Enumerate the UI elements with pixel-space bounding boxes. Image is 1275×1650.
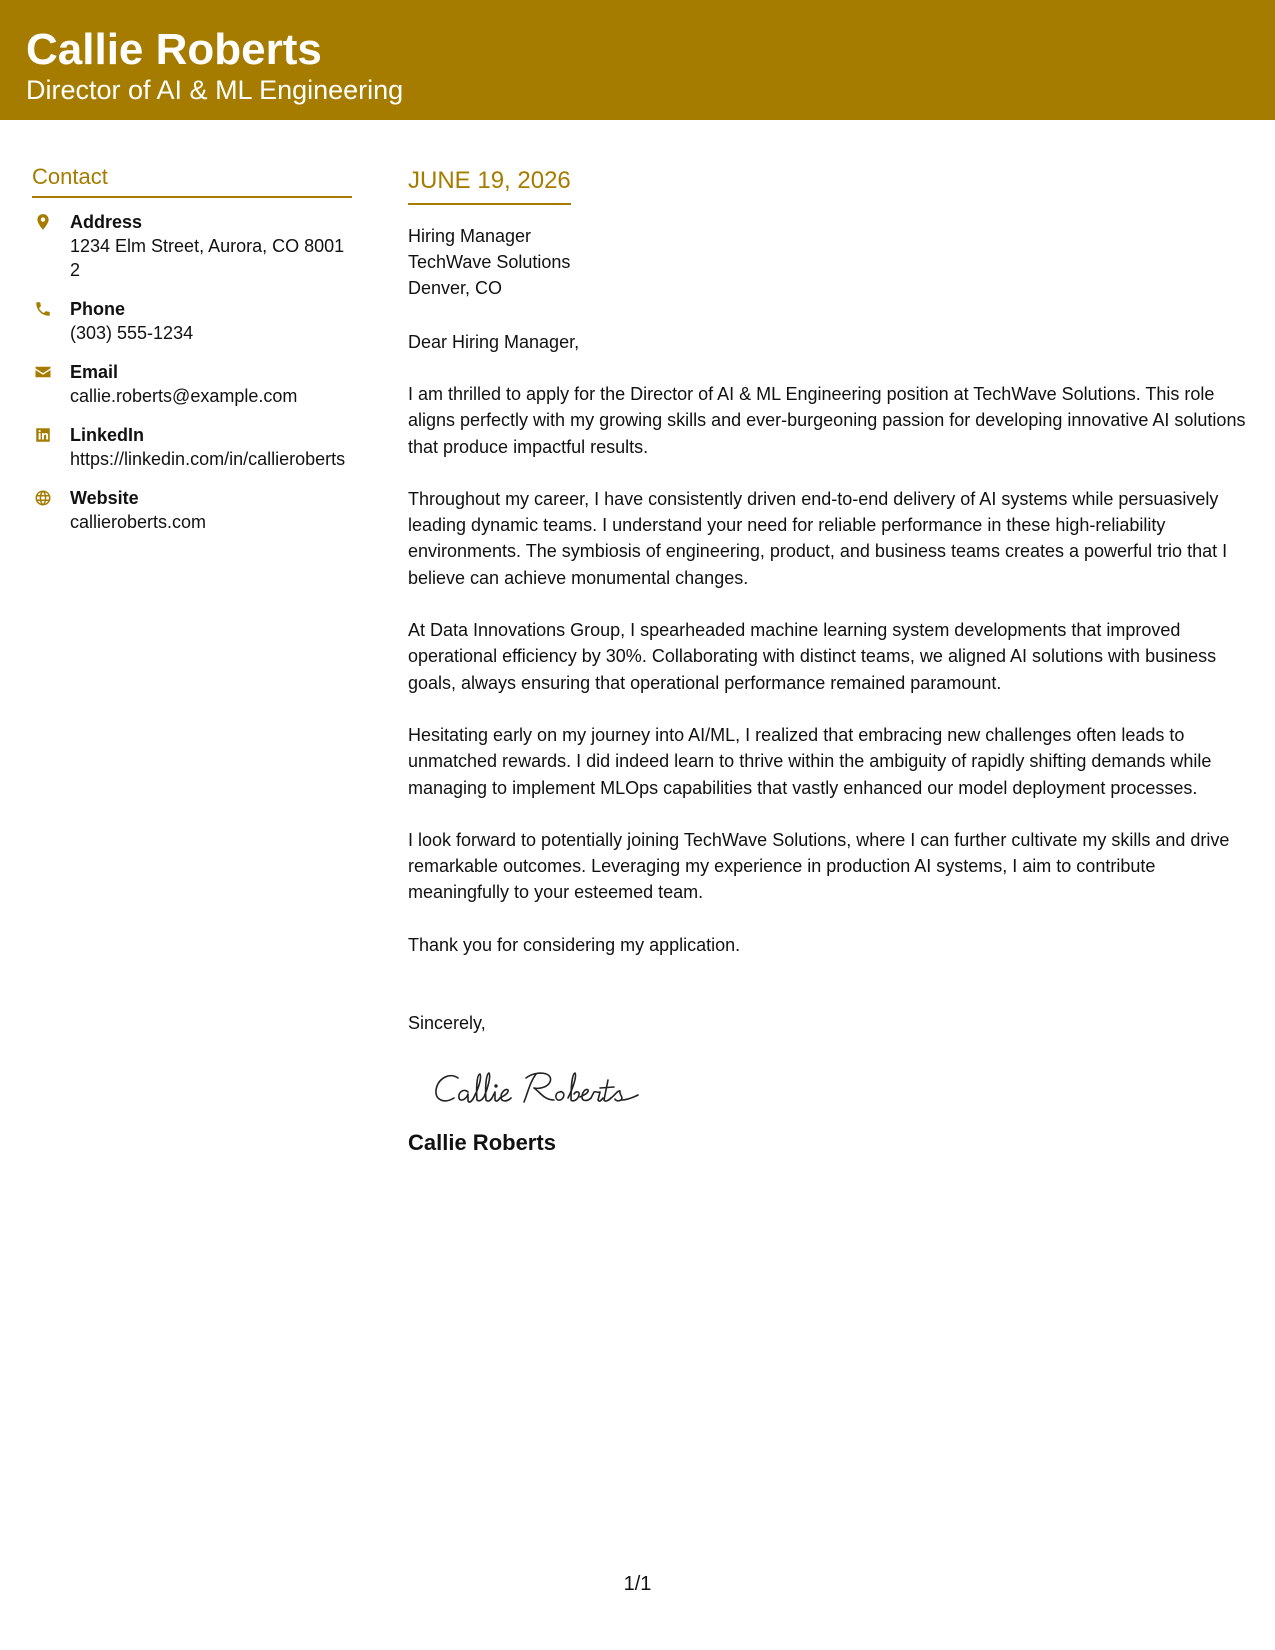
contact-item-email [32,360,352,408]
contact-label: Phone [70,299,126,319]
envelope-icon [32,361,54,383]
globe-icon [32,487,54,509]
salutation: Dear Hiring Manager, [408,332,580,352]
linkedin-icon [32,424,54,446]
contact-label: LinkedIn [70,425,145,445]
contact-value: (303) 555-1234 [70,323,194,343]
handwritten-signature [432,1064,662,1112]
letter-paragraph: Thank you for considering my application. [408,934,741,955]
recipient-line: Denver, CO [408,278,503,298]
contact-value: callieroberts.com [70,512,207,532]
contact-heading: Contact [32,160,352,198]
signer-name: Callie Roberts [408,1130,556,1156]
letter-paragraph: Hesitating early on my journey into AI/ML, I realized that embracing new challenges often leads to unmatched rewards. I did indeed learn to thrive within the ambiguity of rapidly shifting demands while managing to implement MLOps capabilities that vastly enhanced our model deployment processes. [408,724,1212,798]
map-pin-icon [32,211,54,233]
contact-label: Email [70,362,119,382]
contact-item-linkedin [32,423,352,471]
phone-icon [32,298,54,320]
contact-list [32,210,352,534]
letter-body [408,163,1248,1158]
contact-value: callie.roberts@example.com [70,386,298,406]
letter-paragraph: I look forward to potentially joining TechWave Solutions, where I can further cultivate my skills and drive remarkable outcomes. Leveraging my experience in production AI systems, I aim to contribute meaningfully to your esteemed team. [408,829,1230,903]
contact-sidebar [32,160,352,549]
recipient-line: Hiring Manager [408,226,532,246]
contact-label: Address [70,212,143,232]
contact-label: Website [70,488,139,508]
recipient-block [408,223,1248,301]
letter-paragraph: Throughout my career, I have consistently driven end-to-end delivery of AI systems while persuasively leading dynamic teams. I understand your need for reliable performance in these high-reliability environments. The symbiosis of engineering, product, and business teams creates a powerful trio that I believe can achieve monumental changes. [408,488,1228,588]
letter-paragraph: At Data Innovations Group, I spearheaded machine learning system developments that improved operational efficiency by 30%. Collaborating with distinct teams, we aligned AI solutions with business goals, always ensuring that operational performance remained paramount. [408,620,1217,693]
page-number: 1/1 [623,1573,652,1595]
contact-value: https://linkedin.com/in/callieroberts [70,449,346,469]
letter-date: JUNE 19, 2026 [408,163,571,205]
applicant-title: Director of AI & ML Engineering [26,75,404,105]
contact-value: 1234 Elm Street, Aurora, CO 80012 [70,236,345,280]
applicant-name: Callie Roberts [26,25,322,74]
letter-paragraph: I am thrilled to apply for the Director of AI & ML Engineering position at TechWave Solutions. This role aligns perfectly with my growing skills and ever-burgeoning passion for developing innovative AI solutions that produce impactful results. [408,384,1246,457]
recipient-line: TechWave Solutions [408,252,571,272]
header-banner [0,0,1275,120]
contact-item-website [32,486,352,534]
contact-item-address [32,210,352,282]
closing: Sincerely, [408,1013,486,1034]
contact-item-phone [32,297,352,345]
